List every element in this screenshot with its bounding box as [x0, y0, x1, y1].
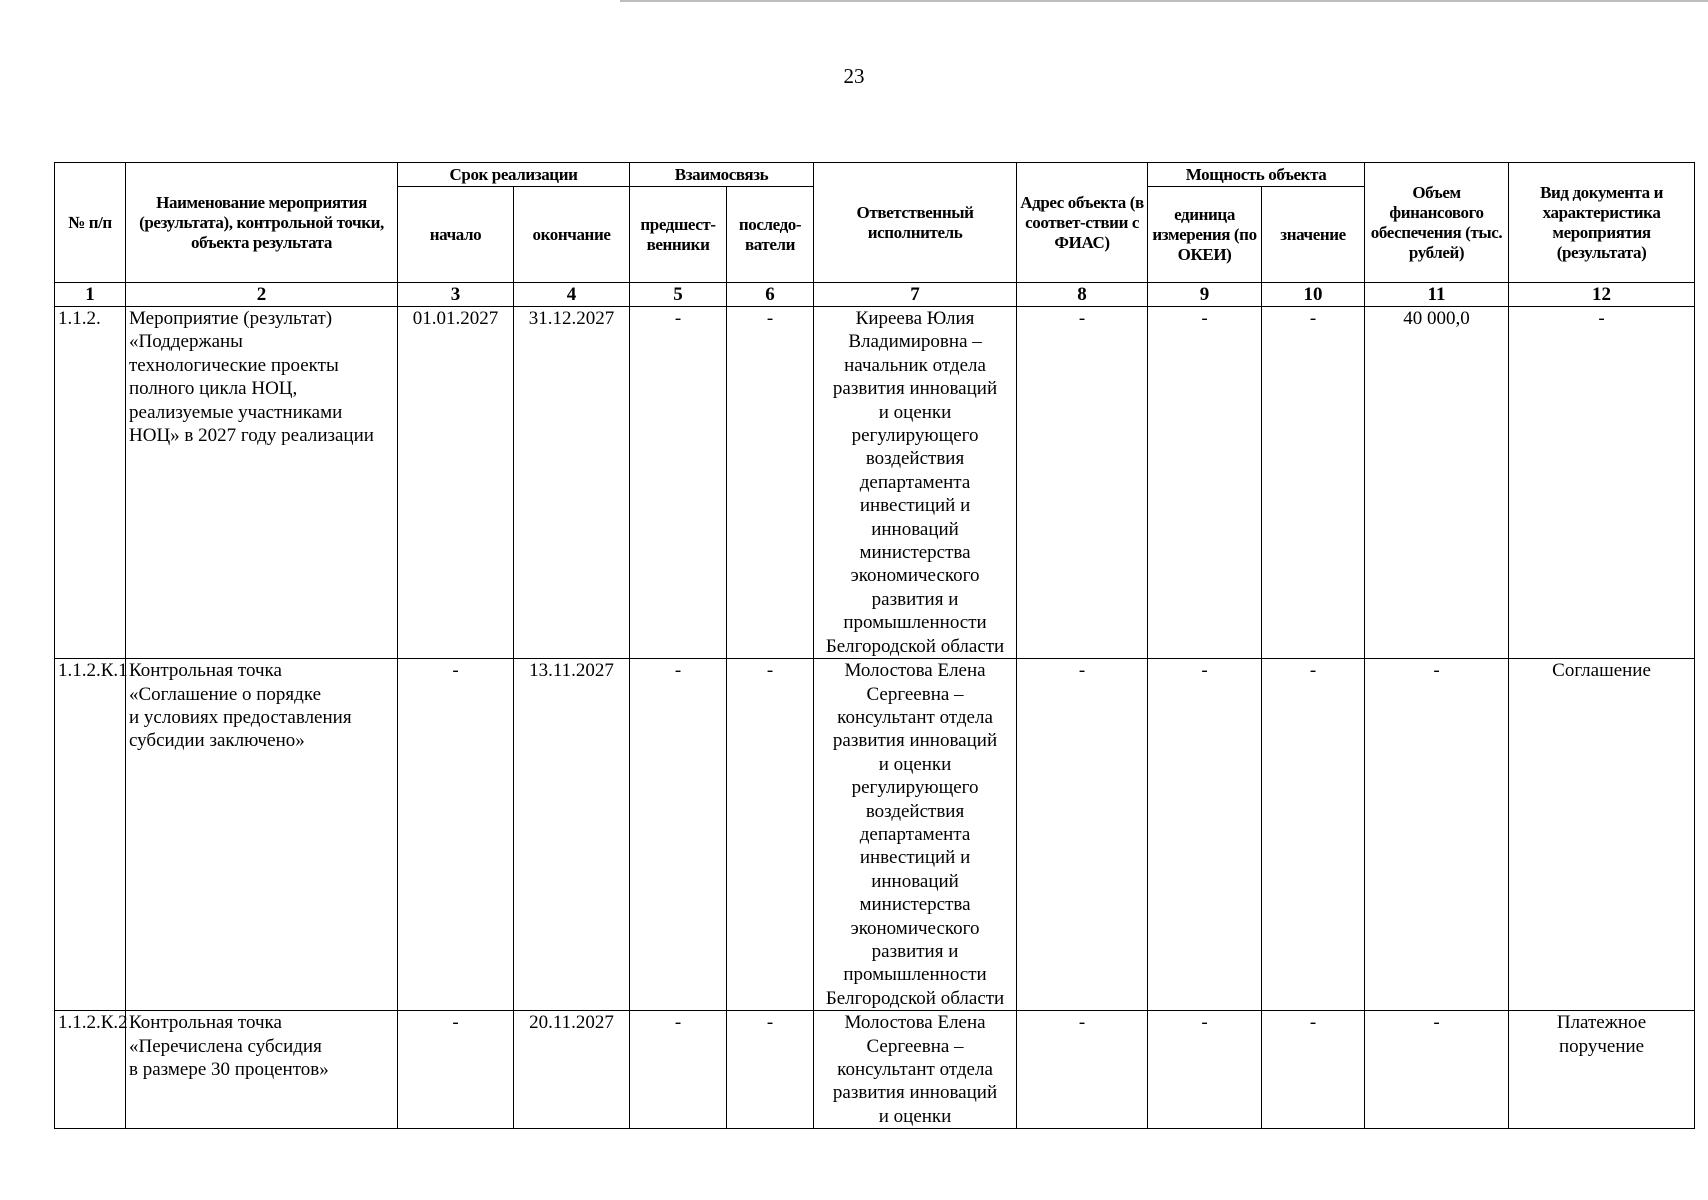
- row-name: Мероприятие (результат) «Поддержаны технологические проекты полного цикла НОЦ, реализуемые участниками НОЦ» в 2027 году реализации: [129, 308, 374, 447]
- row-finance: -: [1433, 660, 1440, 682]
- row-number: 1.1.2.К.2: [58, 1012, 128, 1034]
- row-start-date: 01.01.2027: [412, 308, 499, 329]
- scan-top-rule: [620, 0, 1708, 2]
- row-address: -: [1078, 1012, 1086, 1034]
- table-row: [55, 659, 1695, 1011]
- column-number: 6: [727, 283, 814, 307]
- table-row: [55, 307, 1695, 659]
- row-value: -: [1309, 1012, 1317, 1034]
- row-end-date: 13.11.2027: [529, 660, 614, 682]
- row-end-date: 31.12.2027: [528, 308, 615, 329]
- row-address: -: [1078, 308, 1086, 329]
- row-name: Контрольная точка «Соглашение о порядке и условиях предоставления субсидии заключено»: [129, 660, 352, 752]
- header-capacity: Мощность объекта: [1148, 163, 1365, 187]
- row-unit: -: [1201, 1012, 1208, 1034]
- header-capacity-unit: единица измерения (по ОКЕИ): [1148, 187, 1262, 283]
- row-finance: -: [1433, 1012, 1440, 1034]
- row-value: -: [1309, 660, 1317, 682]
- row-name: Контрольная точка «Перечислена субсидия в размере 30 процентов»: [129, 1012, 329, 1080]
- plan-table: [54, 162, 1695, 1129]
- column-number-row: [55, 283, 1695, 307]
- row-finance: 40 000,0: [1403, 308, 1470, 329]
- row-number: 1.1.2.К.1: [58, 660, 128, 682]
- row-number: 1.1.2.: [58, 308, 101, 329]
- row-doc-type: -: [1598, 308, 1605, 329]
- header-period-end: окончание: [514, 187, 630, 283]
- row-responsible: Киреева Юлия Владимировна – начальник отдела развития инноваций и оценки регулирующего воздействия департамента инвестиций и инноваций министерства экономического развития и промышленности Белгородской области: [825, 308, 1005, 657]
- column-number: 12: [1509, 283, 1695, 307]
- header-row-top: [55, 163, 1695, 187]
- header-name: Наименование мероприятия (результата), контрольной точки, объекта результата: [126, 163, 398, 283]
- header-num: № п/п: [55, 163, 126, 283]
- row-predecessors: -: [674, 308, 682, 329]
- column-number: 10: [1262, 283, 1365, 307]
- header-relation-prev: предшест- венники: [630, 187, 727, 283]
- header-relation-next: последо- ватели: [727, 187, 814, 283]
- header-doc-type: Вид документа и характеристика мероприятия (результата): [1509, 163, 1695, 283]
- header-period: Срок реализации: [398, 163, 630, 187]
- row-doc-type: Платежное поручение: [1556, 1012, 1647, 1057]
- table-row: [55, 1011, 1695, 1129]
- column-number: 1: [55, 283, 126, 307]
- row-responsible: Молостова Елена Сергеевна – консультант отдела развития инноваций и оценки: [832, 1012, 998, 1127]
- row-address: -: [1078, 660, 1086, 682]
- column-number: 8: [1017, 283, 1148, 307]
- header-address: Адрес объекта (в соответ-ствии с ФИАС): [1017, 163, 1148, 283]
- header-responsible: Ответственный исполнитель: [814, 163, 1017, 283]
- header-capacity-value: значение: [1262, 187, 1365, 283]
- column-number: 4: [514, 283, 630, 307]
- column-number: 11: [1365, 283, 1509, 307]
- page-number: 23: [843, 64, 865, 88]
- column-number: 2: [126, 283, 398, 307]
- column-number: 9: [1148, 283, 1262, 307]
- row-unit: -: [1201, 308, 1208, 329]
- row-doc-type: Соглашение: [1552, 660, 1651, 682]
- row-value: -: [1309, 308, 1317, 329]
- row-start-date: -: [452, 1012, 459, 1034]
- header-period-start: начало: [398, 187, 514, 283]
- header-finance: Объем финансового обеспечения (тыс. рублей): [1365, 163, 1509, 283]
- header-relation: Взаимосвязь: [630, 163, 814, 187]
- row-responsible: Молостова Елена Сергеевна – консультант отдела развития инноваций и оценки регулирующего воздействия департамента инвестиций и инноваций министерства экономического развития и промышленности Белгородской области: [825, 660, 1005, 1009]
- row-predecessors: -: [674, 1012, 682, 1034]
- row-end-date: 20.11.2027: [529, 1012, 614, 1034]
- row-unit: -: [1201, 660, 1208, 682]
- column-number: 5: [630, 283, 727, 307]
- column-number: 3: [398, 283, 514, 307]
- row-successors: -: [766, 308, 774, 329]
- row-successors: -: [766, 660, 774, 682]
- row-predecessors: -: [674, 660, 682, 682]
- column-number: 7: [814, 283, 1017, 307]
- row-start-date: -: [452, 660, 459, 682]
- row-successors: -: [766, 1012, 774, 1034]
